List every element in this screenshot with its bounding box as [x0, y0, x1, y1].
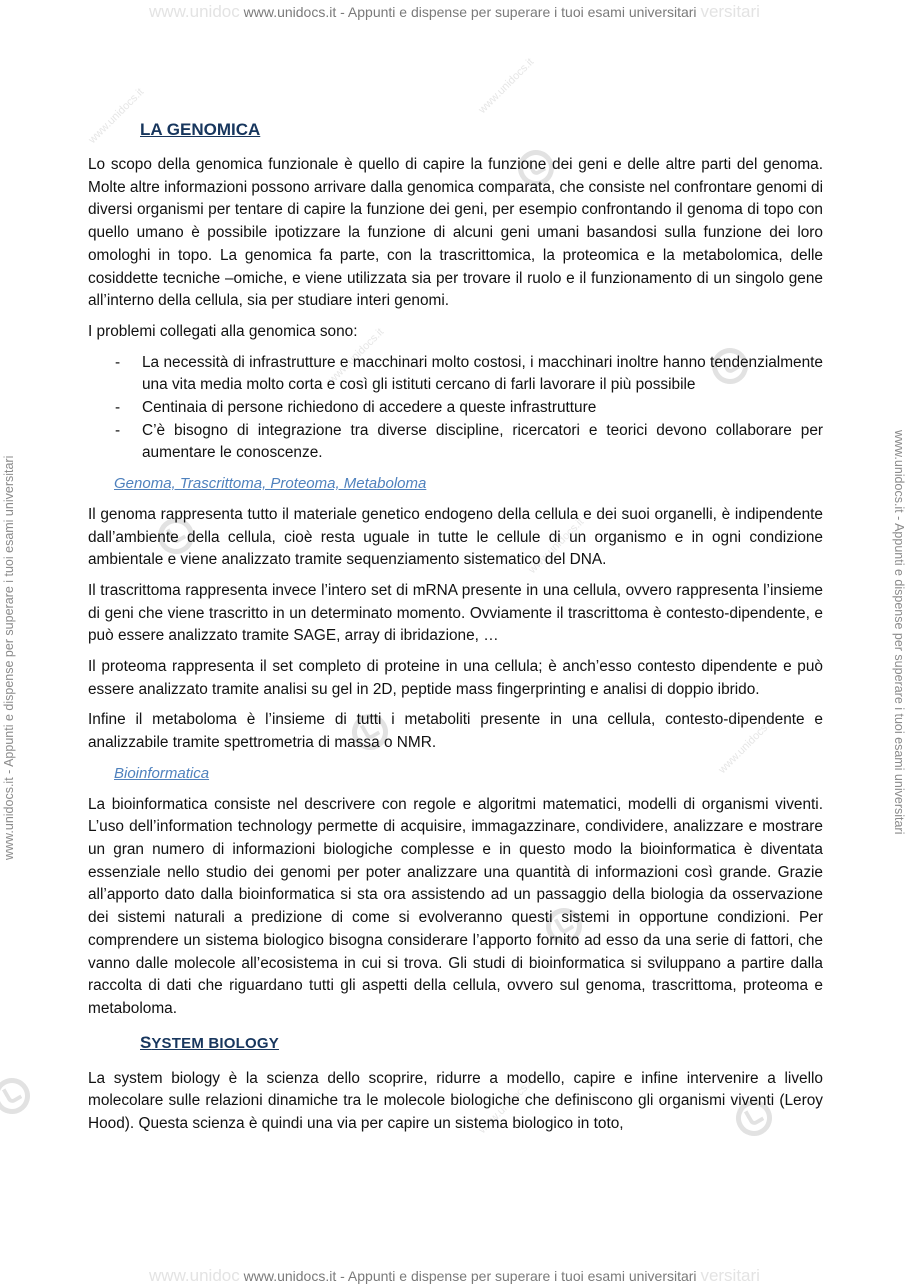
paragraph-trascrittoma: Il trascrittoma rappresenta invece l’intero set di mRNA presente in una cellula, ovvero rappresenta l’insieme di geni che viene trascritto in un determinato momento. Ovviamente il trascrittoma è contesto-dipendente, e può essere analizzato tramite SAGE, array di ibridazione, …: [88, 581, 823, 645]
list-item: - Centinaia di persone richiedono di accedere a queste infrastrutture: [88, 397, 823, 420]
subheading-bioinformatica: Bioinformatica: [114, 764, 210, 782]
paragraph-genoma: Il genoma rappresenta tutto il materiale genetico endogeno della cellula e dei suoi organelli, è indipendente dall’ambiente della cellula, cioè resta uguale in tutte le cellule di un organismo e in ogni condizione ambientale e viene analizzato tramite sequenziamento sistematico del DNA.: [88, 505, 823, 569]
watermark-side-right: www.unidocs.it - Appunti e dispense per superare i tuoi esami universitari: [892, 430, 906, 835]
watermark-logo-icon: [0, 1071, 37, 1120]
watermark-top: [0, 2, 909, 22]
watermark-diagonal: www.unidocs.it: [86, 86, 147, 146]
section-heading-genomica: LA GENOMICA: [140, 120, 261, 139]
list-item: - C’è bisogno di integrazione tra diverse discipline, ricercatori e teorici devono collaborare per aumentare le conoscenze.: [88, 420, 823, 465]
watermark-diagonal: www.unidocs.it: [326, 326, 387, 386]
watermark-ghost-left: www.unidoc: [149, 1266, 240, 1285]
heading-initial: S: [140, 1032, 152, 1052]
watermark-ghost-left: www.unidoc: [149, 2, 240, 21]
heading-rest: YSTEM BIOLOGY: [151, 1034, 279, 1052]
watermark-banner-top: www.unidocs.it - Appunti e dispense per superare i tuoi esami universitari: [243, 4, 697, 20]
problems-list: [88, 352, 823, 466]
paragraph-bioinformatica: La bioinformatica consiste nel descrivere con regole e algoritmi matematici, modelli di organismi viventi. L’uso dell’information technology permette di acquisire, immagazzinare, condividere, analizzare e mostrare un gran numero di informazioni biologiche complesse e in questo modo la bioinformatica è diventata essenziale nello studio dei genomi per poter analizzare una quantità di informazioni così grande. Grazie all’apporto dato dalla bioinformatica si sta ora assistendo ad un passaggio della biologia da osservazione dei sistemi naturali a predizione di come si evolveranno questi sistemi in opportune condizioni. Per comprendere un sistema biologico bisogna considerare l’apporto fornito ad esso da una serie di fattori, che vanno dalle molecole all’ecosistema in cui si trova. Gli studi di bioinformatica si sviluppano a partire dalla raccolta di dati che riguardano tutti gli aspetti della cellula, ovvero sul genoma, trascrittoma, proteoma e metaboloma.: [88, 795, 823, 1017]
section-heading-system-biology: [140, 1029, 823, 1058]
document-body: [88, 116, 823, 1144]
watermark-diagonal: www.unidocs.it: [716, 716, 777, 776]
watermark-bottom: [0, 1266, 909, 1286]
paragraph-metaboloma: Infine il metaboloma è l’insieme di tutti i metaboliti presente in una cellula, contesto-dipendente e analizzabile tramite spettrometria di massa o NMR.: [88, 711, 823, 752]
paragraph-problems-intro: I problemi collegati alla genomica sono:: [88, 322, 358, 340]
watermark-ghost-right: versitari: [700, 1266, 760, 1285]
watermark-banner-bottom: www.unidocs.it - Appunti e dispense per superare i tuoi esami universitari: [243, 1268, 697, 1284]
watermark-diagonal: www.unidocs.it: [476, 1076, 537, 1136]
watermark-ghost-right: versitari: [700, 2, 760, 21]
subheading-omics: Genoma, Trascrittoma, Proteoma, Metaboloma: [114, 475, 427, 493]
watermark-side-left: www.unidocs.it - Appunti e dispense per superare i tuoi esami universitari: [2, 455, 16, 860]
watermark-diagonal: www.unidocs.it: [476, 56, 537, 116]
paragraph-proteoma: Il proteoma rappresenta il set completo di proteine in una cellula; è anch’esso contesto dipendente e può essere analizzato tramite analisi su gel in 2D, peptide mass fingerprinting e analisi di doppio ibrido.: [88, 658, 823, 698]
list-item: - La necessità di infrastrutture e macchinari molto costosi, i macchinari inoltre hanno tendenzialmente una vita media molto corta e così gli istituti cercano di farli lavorare il più possibile: [88, 352, 823, 397]
paragraph-genomica-intro: Lo scopo della genomica funzionale è quello di capire la funzione dei geni e delle altre parti del genoma. Molte altre informazioni possono arrivare dalla genomica comparata, che consiste nel confrontare genomi di diversi organismi per tentare di capire la funzione dei geni, per esempio confrontando il genoma di topo con quello umano è possibile ipotizzare la funzione di alcuni geni umani basandosi sulla funzione dei loro omologhi in topo. La genomica fa parte, con la trascrittomica, la proteomica e la metabolomica, delle cosiddette tecniche –omiche, e viene utilizzata sia per trovare il ruolo e il funzionamento di un singolo gene all’interno della cellula, sia per studiare interi genomi.: [88, 156, 823, 310]
paragraph-system-biology: La system biology è la scienza dello scoprire, ridurre a modello, capire e infine intervenire a livello molecolare sulle relazioni dinamiche tra le molecole biologiche che definiscono gli organismi viventi (Leroy Hood). Questa scienza è quindi una via per capire un sistema biologico in toto,: [88, 1069, 823, 1133]
watermark-diagonal: www.unidocs.it: [526, 516, 587, 576]
